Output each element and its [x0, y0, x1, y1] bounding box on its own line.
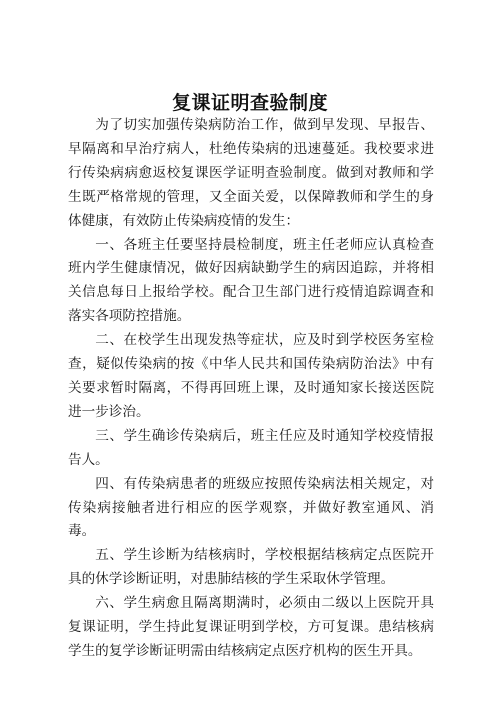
rule-paragraph-2: 二、在校学生出现发热等症状，应及时到学校医务室检查，疑似传染病的按《中华人民共和国传染病防治法》中有关要求暂时隔离，不得再回班上课，及时通知家长接送医院进一步诊治。	[68, 332, 434, 420]
rule-paragraph-4: 四、有传染病患者的班级应按照传染病法相关规定，对传染病接触者进行相应的医学观察，并做好教室通风、消毒。	[68, 475, 434, 540]
intro-paragraph: 为了切实加强传染病防治工作，做到早发现、早报告、早隔离和早治疗病人，杜绝传染病的迅速蔓延。我校要求进行传染病病愈返校复课医学证明查验制度。做到对教师和学生既严格常规的管理，又全面关爱，以保障教师和学生的身体健康，有效防止传染病疫情的发生：	[68, 117, 434, 229]
rule-paragraph-5: 五、学生诊断为结核病时，学校根据结核病定点医院开具的休学诊断证明，对患肺结核的学生采取休学管理。	[68, 547, 434, 588]
rule-paragraph-3: 三、学生确诊传染病后，班主任应及时通知学校疫情报告人。	[68, 427, 434, 468]
rule-paragraph-6: 六、学生病愈且隔离期满时，必须由二级以上医院开具复课证明，学生持此复课证明到学校，方可复课。患结核病学生的复学诊断证明需由结核病定点医疗机构的医生开具。	[68, 595, 434, 659]
page-title: 复课证明查验制度	[171, 91, 328, 114]
rule-paragraph-1: 一、各班主任要坚持晨检制度，班主任老师应认真检查班内学生健康情况，做好因病缺勤学生的病因追踪，并将相关信息每日上报给学校。配合卫生部门进行疫情追踪调查和落实各项防控措施。	[68, 236, 434, 325]
document-body	[68, 114, 434, 664]
